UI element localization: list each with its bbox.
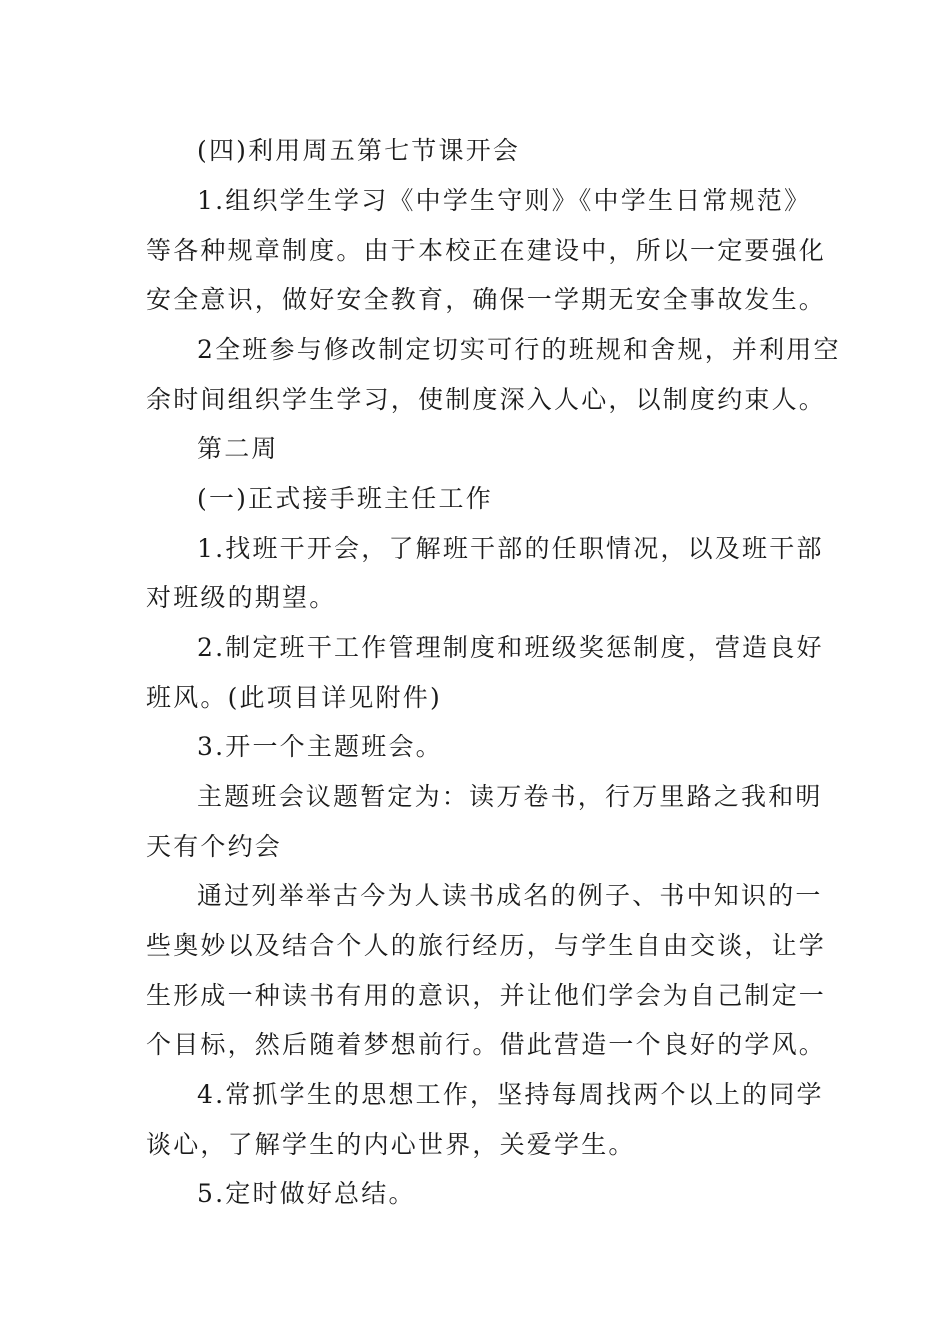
paragraph-line: 1.组织学生学习《中学生守则》《中学生日常规范》: [197, 186, 812, 215]
paragraph-line: 2.制定班干工作管理制度和班级奖惩制度，营造良好: [197, 633, 824, 662]
heading-friday-meeting: (四)利用周五第七节课开会: [197, 136, 521, 165]
paragraph-line: 余时间组织学生学习，使制度深入人心，以制度约束人。: [146, 385, 827, 414]
paragraph-line: 个目标，然后随着梦想前行。借此营造一个良好的学风。: [146, 1030, 827, 1059]
paragraph-line: 安全意识，做好安全教育，确保一学期无安全事故发生。: [146, 285, 827, 314]
paragraph-line: 生形成一种读书有用的意识，并让他们学会为自己制定一: [146, 981, 827, 1010]
paragraph-line: 通过列举举古今为人读书成名的例子、书中知识的一: [197, 881, 823, 910]
paragraph-line: 1.找班干开会，了解班干部的任职情况，以及班干部: [197, 534, 824, 563]
paragraph-line: 5.定时做好总结。: [197, 1179, 416, 1208]
paragraph-line: 主题班会议题暂定为：读万卷书，行万里路之我和明: [197, 782, 823, 811]
paragraph-line: 班风。(此项目详见附件): [146, 683, 442, 712]
paragraph-line: 些奥妙以及结合个人的旅行经历，与学生自由交谈，让学: [146, 931, 827, 960]
heading-week-two: 第二周: [197, 434, 279, 463]
paragraph-line: 等各种规章制度。由于本校正在建设中，所以一定要强化: [146, 236, 827, 265]
paragraph-line: 天有个约会: [146, 832, 283, 861]
paragraph-line: 2全班参与修改制定切实可行的班规和舍规，并利用空: [197, 335, 841, 364]
paragraph-line: 3.开一个主题班会。: [197, 732, 443, 761]
heading-take-over: (一)正式接手班主任工作: [197, 484, 493, 513]
paragraph-line: 4.常抓学生的思想工作，坚持每周找两个以上的同学: [197, 1080, 824, 1109]
paragraph-line: 对班级的期望。: [146, 583, 337, 612]
paragraph-line: 谈心，了解学生的内心世界，关爱学生。: [146, 1130, 636, 1159]
